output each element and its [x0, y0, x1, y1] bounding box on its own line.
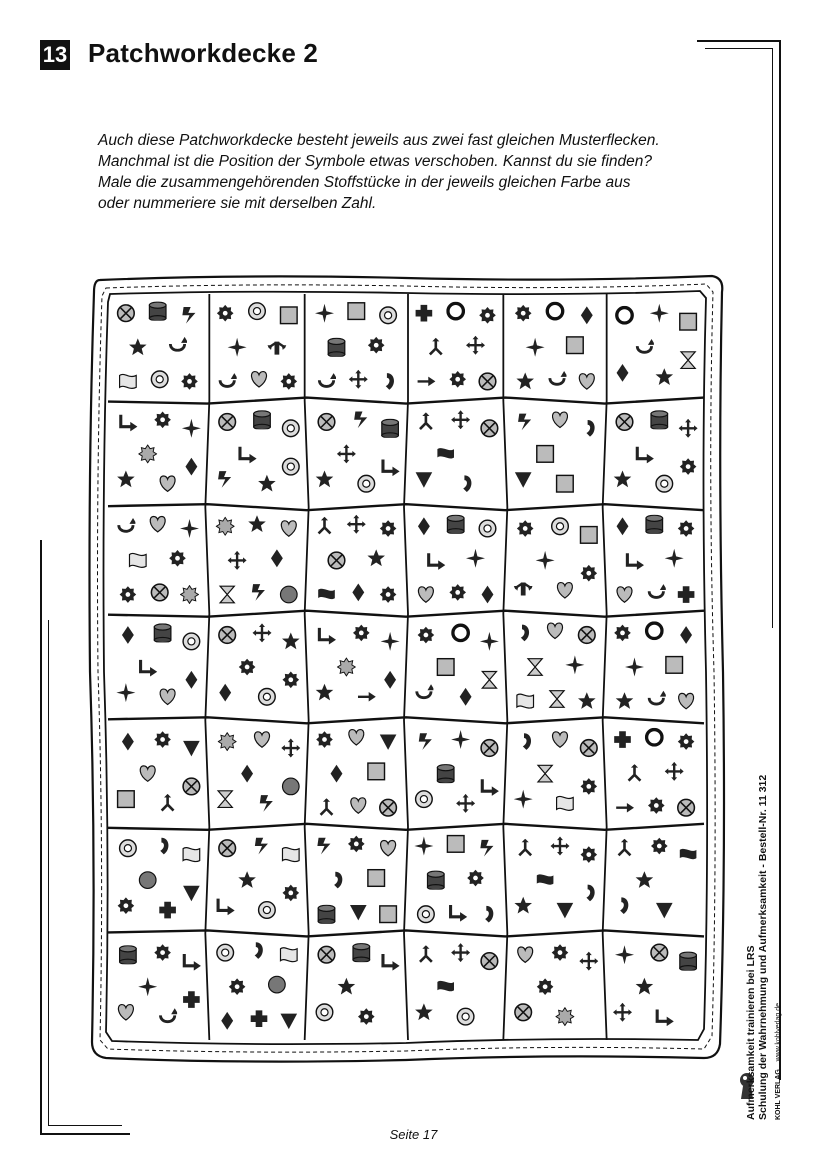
crossc-icon: [578, 627, 595, 644]
flower-icon: [282, 671, 299, 688]
side-website: www.kohlverlag.de: [775, 1003, 782, 1062]
ring-icon: [217, 944, 234, 961]
flower-icon: [449, 371, 466, 388]
gstar-icon: [181, 586, 199, 604]
flower-icon: [154, 944, 171, 961]
crossc-icon: [481, 420, 498, 437]
crossc-icon: [318, 946, 335, 963]
crossc-icon: [219, 840, 236, 857]
flower-icon: [467, 870, 484, 887]
flower-icon: [580, 565, 597, 582]
circle-icon: [282, 778, 299, 795]
side-series-title: Aufmerksamkeit trainieren bei LRS: [745, 945, 757, 1120]
ring-icon: [656, 475, 673, 492]
gstar-icon: [216, 517, 234, 535]
crossc-icon: [183, 778, 200, 795]
crossc-icon: [151, 584, 168, 601]
flower-icon: [580, 778, 597, 795]
ring-icon: [282, 420, 299, 437]
square-icon: [567, 337, 584, 354]
circle-icon: [280, 586, 297, 603]
cyl-icon: [149, 302, 166, 321]
ring-icon: [259, 902, 276, 919]
flag-icon: [557, 796, 574, 810]
page-number: Seite 17: [389, 1127, 438, 1142]
frame-line-bottom-left-v2: [48, 620, 49, 1125]
flag-icon: [129, 553, 146, 567]
flag-icon: [120, 374, 137, 388]
flower-icon: [229, 978, 246, 995]
flag-icon: [280, 948, 297, 962]
cyl-icon: [318, 905, 335, 924]
cyl-icon: [651, 411, 668, 430]
ring-icon: [479, 520, 496, 537]
cyl-icon: [120, 946, 137, 965]
cyl-icon: [382, 419, 399, 438]
crossc-icon: [580, 740, 597, 757]
gstar-icon: [556, 1008, 574, 1026]
flower-icon: [517, 520, 534, 537]
cyl-icon: [427, 871, 444, 890]
circle-icon: [139, 872, 156, 889]
flower-icon: [169, 550, 186, 567]
square-icon: [437, 659, 454, 676]
frame-line-top-right-v2: [772, 48, 773, 628]
ring-icon: [552, 518, 569, 535]
frame-line-bottom-left-v1: [40, 540, 42, 1135]
worksheet-number: 13: [40, 40, 70, 70]
flower-icon: [154, 411, 171, 428]
gstar-icon: [337, 658, 355, 676]
flower-icon: [380, 520, 397, 537]
patchwork-quilt: [86, 272, 726, 1064]
crossc-icon: [678, 799, 695, 816]
square-icon: [666, 657, 683, 674]
instruction-line: Auch diese Patchworkdecke besteht jeweils aus zwei fast gleichen Musterflecken.: [98, 132, 660, 149]
crossc-icon: [651, 944, 668, 961]
flag-icon: [517, 694, 534, 708]
ring-icon: [282, 458, 299, 475]
instruction-line: Male die zusammengehörenden Stoffstücke in der jeweils gleichen Farbe aus: [98, 174, 631, 191]
cyl-icon: [680, 952, 697, 971]
flower-icon: [380, 586, 397, 603]
cyl-icon: [353, 944, 370, 963]
ring-icon: [120, 840, 137, 857]
donut-icon: [448, 303, 463, 318]
frame-line-top-right-h1: [697, 40, 781, 42]
square-icon: [118, 791, 135, 808]
flower-icon: [358, 1008, 375, 1025]
ring-icon: [457, 1008, 474, 1025]
crossc-icon: [219, 627, 236, 644]
square-icon: [368, 763, 385, 780]
ring-icon: [249, 303, 266, 320]
cyl-icon: [154, 624, 171, 643]
flower-icon: [154, 731, 171, 748]
instruction-line: Manchmal ist die Position der Symbole etwas verschoben. Kannst du sie finden?: [98, 153, 652, 170]
crossc-icon: [481, 953, 498, 970]
side-publisher: KOHL VERLAG: [775, 1069, 782, 1120]
crossc-icon: [318, 414, 335, 431]
square-icon: [447, 836, 464, 853]
donut-icon: [547, 303, 562, 318]
crossc-icon: [515, 1004, 532, 1021]
flower-icon: [515, 305, 532, 322]
flower-icon: [680, 458, 697, 475]
gstar-icon: [139, 445, 157, 463]
donut-icon: [453, 625, 468, 640]
donut-icon: [617, 308, 632, 323]
flower-icon: [282, 885, 299, 902]
flower-icon: [614, 625, 631, 642]
cyl-icon: [437, 765, 454, 784]
page-title: Patchworkdecke 2: [88, 38, 319, 68]
flower-icon: [316, 731, 333, 748]
donut-icon: [647, 730, 662, 745]
ring-icon: [380, 307, 397, 324]
ring-icon: [316, 1004, 333, 1021]
cyl-icon: [254, 411, 271, 430]
flower-icon: [217, 305, 234, 322]
flower-icon: [678, 733, 695, 750]
ring-icon: [183, 633, 200, 650]
side-publisher-info: [745, 774, 785, 1120]
square-icon: [680, 313, 697, 330]
flower-icon: [449, 584, 466, 601]
flower-icon: [418, 627, 435, 644]
instructions: [98, 130, 738, 214]
cyl-icon: [447, 515, 464, 534]
flower-icon: [239, 659, 256, 676]
crossc-icon: [219, 414, 236, 431]
square-icon: [280, 307, 297, 324]
crossc-icon: [328, 552, 345, 569]
ring-icon: [358, 475, 375, 492]
flower-icon: [348, 836, 365, 853]
square-icon: [537, 446, 554, 463]
flag-icon: [183, 848, 200, 862]
flower-icon: [118, 897, 135, 914]
flower-icon: [651, 838, 668, 855]
square-icon: [348, 303, 365, 320]
square-icon: [557, 475, 574, 492]
flower-icon: [181, 373, 198, 390]
circle-icon: [269, 976, 286, 993]
flower-icon: [479, 307, 496, 324]
flower-icon: [353, 625, 370, 642]
square-icon: [580, 527, 597, 544]
flower-icon: [280, 373, 297, 390]
ring-icon: [151, 371, 168, 388]
cyl-icon: [646, 515, 663, 534]
square-icon: [368, 870, 385, 887]
crossc-icon: [380, 799, 397, 816]
flower-icon: [537, 978, 554, 995]
crossc-icon: [479, 373, 496, 390]
instruction-line: oder nummeriere sie mit derselben Zahl.: [98, 195, 377, 212]
ring-icon: [259, 688, 276, 705]
flower-icon: [552, 944, 569, 961]
side-book-title: Schulung der Wahrnehmung und Aufmerksamkeit - Bestell-Nr. 11 312: [757, 774, 769, 1120]
flag-icon: [282, 848, 299, 862]
crossc-icon: [616, 414, 633, 431]
gstar-icon: [218, 733, 236, 751]
ring-icon: [416, 791, 433, 808]
cyl-icon: [328, 338, 345, 357]
frame-line-bottom-left-h2: [48, 1125, 122, 1126]
frame-line-top-right-h2: [705, 48, 773, 49]
crossc-icon: [118, 305, 135, 322]
donut-icon: [647, 623, 662, 638]
flower-icon: [678, 520, 695, 537]
square-icon: [380, 906, 397, 923]
flower-icon: [120, 586, 137, 603]
crossc-icon: [481, 740, 498, 757]
ring-icon: [418, 906, 435, 923]
flower-icon: [648, 797, 665, 814]
flower-icon: [368, 337, 385, 354]
flower-icon: [580, 846, 597, 863]
